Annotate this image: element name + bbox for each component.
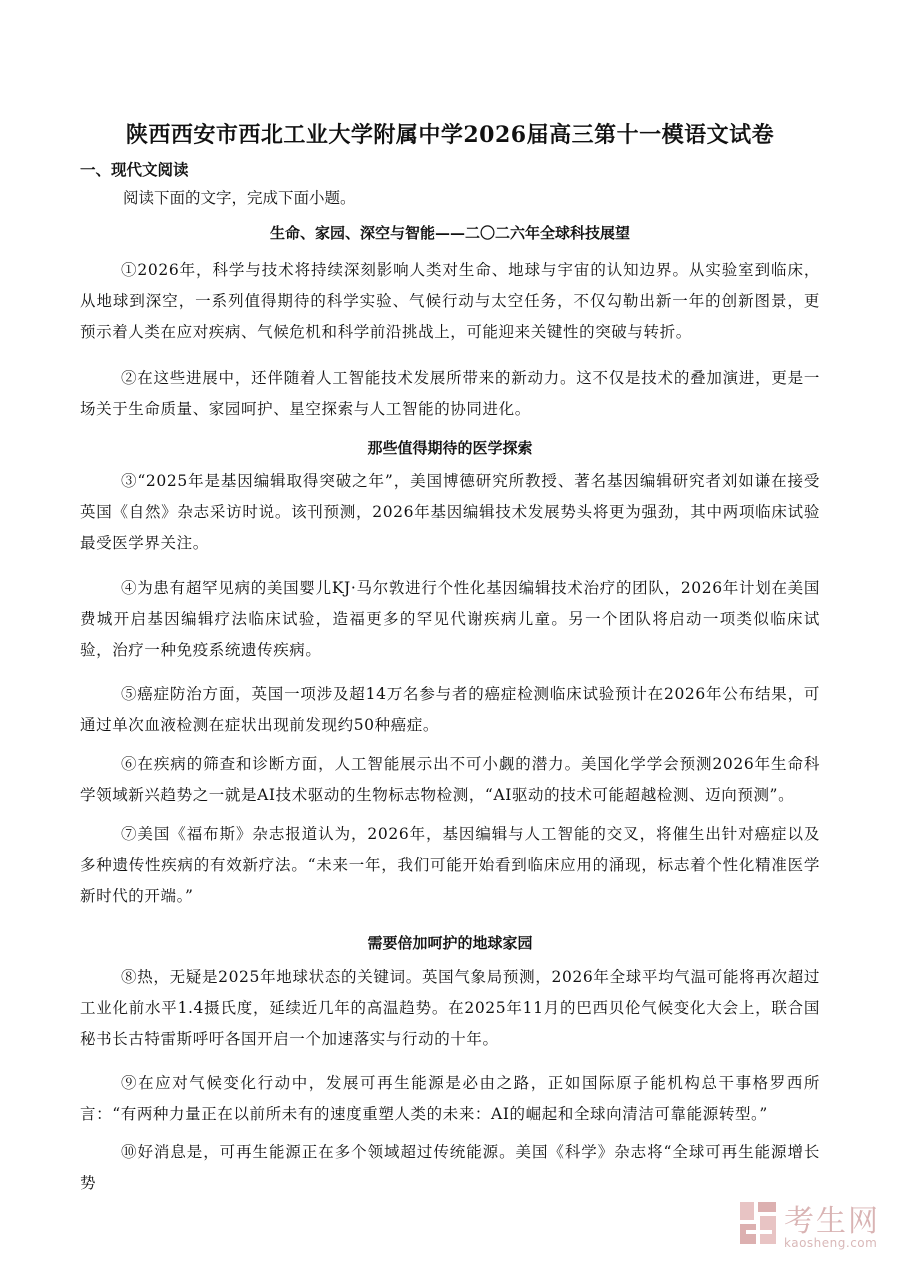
article-title: 生命、家园、深空与智能——二〇二六年全球科技展望 <box>269 224 630 242</box>
paragraph-2: ②在这些进展中，还伴随着人工智能技术发展所带来的新动力。这不仅是技术的叠加演进，更是一场关于生命质量、家园呵护、星空探索与人工智能的协同进化。 <box>80 369 820 418</box>
paragraph-1: ①2026年，科学与技术将持续深刻影响人类对生命、地球与宇宙的认知边界。从实验室到临床，从地球到深空，一系列值得期待的科学实验、气候行动与太空任务，不仅勾勒出新一年的创新图景，更预示着人类在应对疾病、气候危机和科学前沿挑战上，可能迎来关键性的突破与转折。 <box>80 261 820 341</box>
paragraph-6: ⑥在疾病的筛查和诊断方面，人工智能展示出不可小觑的潜力。美国化学学会预测2026年生命科学领域新兴趋势之一就是AI技术驱动的生物标志物检测，“AI驱动的技术可能超越检测、迈向预测”。 <box>80 755 820 804</box>
paragraph-10: ⑩好消息是，可再生能源正在多个领域超过传统能源。美国《科学》杂志将“全球可再生能源增长势 <box>80 1143 820 1192</box>
paragraph-8: ⑧热，无疑是2025年地球状态的关键词。英国气象局预测，2026年全球平均气温可能将再次超过工业化前水平1.4摄氏度，延续近几年的高温趋势。在2025年11月的巴西贝伦气候变化大会上，联合国秘书长古特雷斯呼吁各国开启一个加速落实与行动的十年。 <box>80 968 820 1048</box>
paragraph-3: ③“2025年是基因编辑取得突破之年”，美国博德研究所教授、著名基因编辑研究者刘如谦在接受英国《自然》杂志采访时说。该刊预测，2026年基因编辑技术发展势头将更为强劲，其中两项临床试验最受医学界关注。 <box>80 472 820 552</box>
reading-instruction: 阅读下面的文字，完成下面小题。 <box>123 189 356 207</box>
watermark <box>738 1196 888 1258</box>
paragraph-7: ⑦美国《福布斯》杂志报道认为，2026年，基因编辑与人工智能的交叉，将催生出针对癌症以及多种遗传性疾病的有效新疗法。“未来一年，我们可能开始看到临床应用的涌现，标志着个性化精准医学新时代的开端。” <box>80 825 820 905</box>
exam-title: 陕西西安市西北工业大学附属中学2026届高三第十一模语文试卷 <box>125 122 775 148</box>
paragraph-5: ⑤癌症防治方面，英国一项涉及超14万名参与者的癌症检测临床试验预计在2026年公布结果，可通过单次血液检测在症状出现前发现约50种癌症。 <box>80 685 820 734</box>
watermark-brand: 考生网 <box>784 1204 880 1239</box>
watermark-domain: kaosheng.com <box>784 1236 878 1250</box>
subheading-medical: 那些值得期待的医学探索 <box>367 439 533 457</box>
subheading-earth: 需要倍加呵护的地球家园 <box>367 934 533 952</box>
kaosheng-logo-icon <box>738 1200 778 1246</box>
paragraph-4: ④为患有超罕见病的美国婴儿KJ·马尔敦进行个性化基因编辑技术治疗的团队，2026年计划在美国费城开启基因编辑疗法临床试验，造福更多的罕见代谢疾病儿童。另一个团队将启动一项类似临床试验，治疗一种免疫系统遗传疾病。 <box>80 579 820 659</box>
paragraph-9: ⑨在应对气候变化行动中，发展可再生能源是必由之路，正如国际原子能机构总干事格罗西所言：“有两种力量正在以前所未有的速度重塑人类的未来：AI的崛起和全球向清洁可靠能源转型。” <box>80 1074 820 1123</box>
section-heading: 一、现代文阅读 <box>80 160 189 179</box>
